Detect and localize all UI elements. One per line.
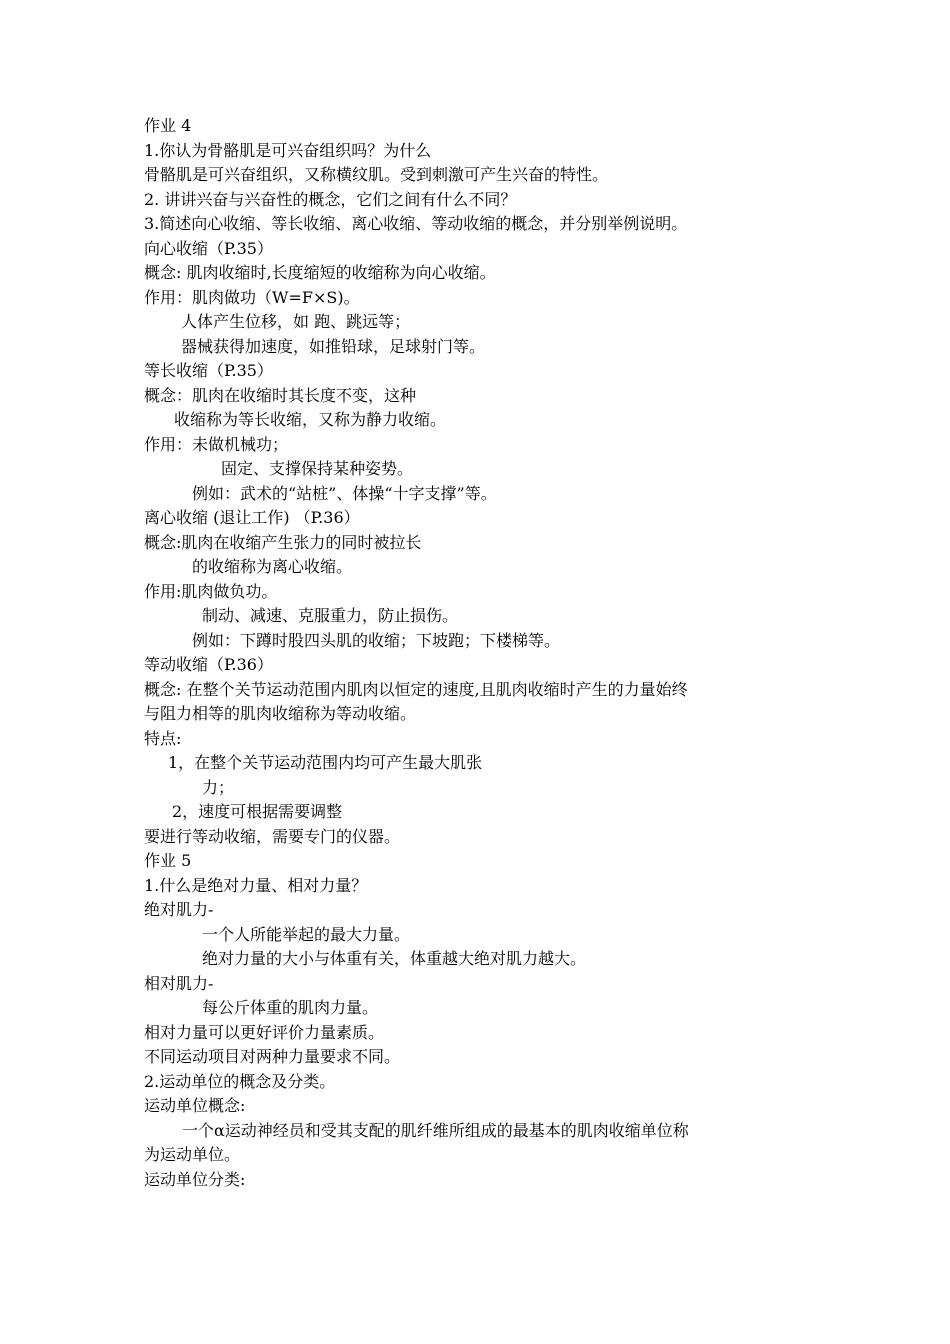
question-2: 2. 讲讲兴奋与兴奋性的概念，它们之间有什么不同？ xyxy=(144,189,517,209)
absolute-strength-label: 绝对肌力- xyxy=(144,900,214,919)
eccentric-concept: 概念:肌肉在收缩产生张力的同时被拉长 xyxy=(144,532,422,552)
relative-strength-def: 每公斤体重的肌肉力量。 xyxy=(202,998,379,1017)
eccentric-function-detail: 制动、减速、克服重力，防止损伤。 xyxy=(202,606,459,625)
isokinetic-concept-cont: 与阻力相等的肌肉收缩称为等动收缩。 xyxy=(144,704,417,723)
isometric-function-detail: 固定、支撑保持某种姿势。 xyxy=(221,459,414,478)
eccentric-concept-cont: 的收缩称为离心收缩。 xyxy=(192,557,353,576)
concentric-example-1: 人体产生位移，如 跑、跳远等； xyxy=(181,312,411,331)
section-eccentric: 离心收缩 (退让工作) （P.36） xyxy=(144,508,360,527)
hw5-question-1: 1.什么是绝对力量、相对力量？ xyxy=(144,875,368,895)
isometric-example: 例如：武术的“站桩”、体操“十字支撑”等。 xyxy=(192,483,497,503)
motor-unit-concept-label: 运动单位概念: xyxy=(144,1096,246,1115)
absolute-strength-note: 绝对力量的大小与体重有关，体重越大绝对肌力越大。 xyxy=(202,949,587,968)
section-isokinetic: 等动收缩（P.36） xyxy=(144,655,273,674)
motor-unit-concept-cont: 为运动单位。 xyxy=(144,1145,241,1164)
isokinetic-concept: 概念: 在整个关节运动范围内肌肉以恒定的速度,且肌肉收缩时产生的力量始终 xyxy=(144,679,688,699)
eccentric-function: 作用:肌肉做负功。 xyxy=(144,581,278,601)
motor-unit-classification-label: 运动单位分类: xyxy=(144,1169,246,1189)
question-3: 3.简述向心收缩、等长收缩、离心收缩、等动收缩的概念，并分别举例说明。 xyxy=(144,214,688,233)
eccentric-example: 例如：下蹲时股四头肌的收缩；下坡跑；下楼梯等。 xyxy=(192,630,561,650)
isokinetic-note: 要进行等动收缩，需要专门的仪器。 xyxy=(144,826,401,846)
section-isometric: 等长收缩（P.35） xyxy=(144,361,273,380)
concentric-function: 作用：肌肉做功（W=F×S)。 xyxy=(144,287,360,307)
relative-strength-note: 相对力量可以更好评价力量素质。 xyxy=(144,1022,385,1042)
hw5-question-2: 2.运动单位的概念及分类。 xyxy=(144,1071,336,1091)
sports-requirement-note: 不同运动项目对两种力量要求不同。 xyxy=(144,1047,401,1066)
answer-1: 骨骼肌是可兴奋组织，又称横纹肌。受到刺激可产生兴奋的特性。 xyxy=(144,165,609,184)
concentric-concept: 概念: 肌肉收缩时,长度缩短的收缩称为向心收缩。 xyxy=(144,263,496,282)
concentric-example-2: 器械获得加速度，如推铅球，足球射门等。 xyxy=(181,336,486,356)
section-concentric: 向心收缩（P.35） xyxy=(144,238,273,258)
isokinetic-feature-2: 2，速度可根据需要调整 xyxy=(172,802,343,821)
isokinetic-feature-1-cont: 力； xyxy=(202,777,235,797)
isokinetic-feature-1: 1，在整个关节运动范围内均可产生最大肌张 xyxy=(168,753,483,772)
document-page xyxy=(144,114,824,1192)
absolute-strength-def: 一个人所能举起的最大力量。 xyxy=(202,924,411,944)
motor-unit-concept: 一个α运动神经员和受其支配的肌纤维所组成的最基本的肌肉收缩单位称 xyxy=(182,1120,689,1140)
isometric-concept-cont: 收缩称为等长收缩，又称为静力收缩。 xyxy=(174,410,447,429)
question-1: 1.你认为骨骼肌是可兴奋组织吗？为什么 xyxy=(144,140,432,160)
isometric-concept: 概念：肌肉在收缩时其长度不变，这种 xyxy=(144,385,417,405)
heading-homework-4: 作业 4 xyxy=(144,116,192,135)
isometric-function: 作用：未做机械功； xyxy=(144,434,289,454)
relative-strength-label: 相对肌力- xyxy=(144,973,214,993)
heading-homework-5: 作业 5 xyxy=(144,851,192,870)
isokinetic-features: 特点: xyxy=(144,728,182,748)
